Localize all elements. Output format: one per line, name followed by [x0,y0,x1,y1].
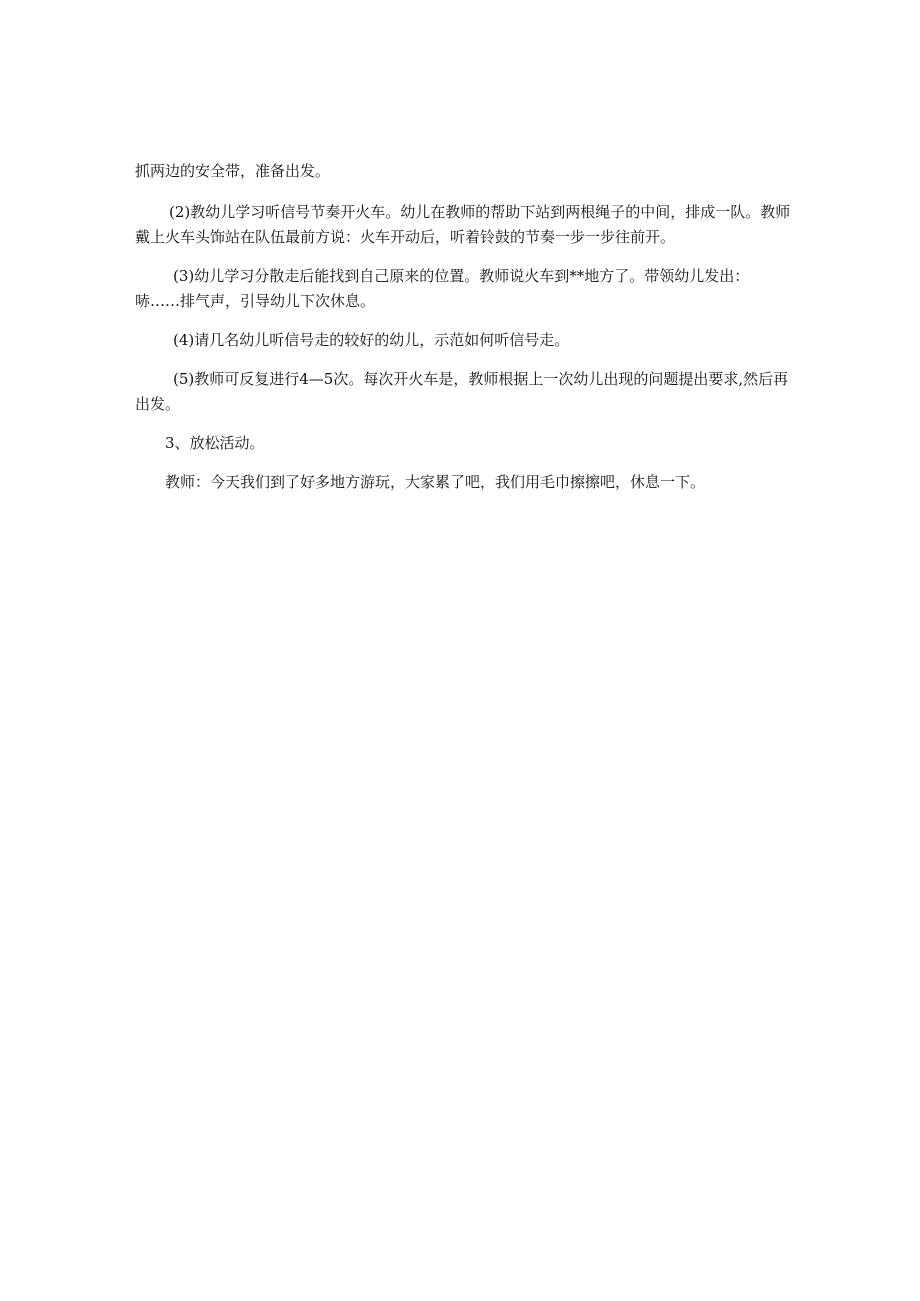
paragraph-step-3: (3)幼儿学习分散走后能找到自己原来的位置。教师说火车到**地方了。带领幼儿发出：哧……排气声，引导幼儿下次休息。 [135,267,750,310]
paragraph-teacher-closing: 教师：今天我们到了好多地方游玩，大家累了吧，我们用毛巾擦擦吧，休息一下。 [165,473,706,491]
section-heading-relax: 3、放松活动。 [165,434,265,452]
paragraph-continuation: 抓两边的安全带，准备出发。 [135,162,331,180]
document-body [135,159,791,495]
paragraph-step-4: (4)请几名幼儿听信号走的较好的幼儿，示范如何听信号走。 [173,331,570,349]
paragraph-step-2: (2)教幼儿学习听信号节奏开火车。幼儿在教师的帮助下站到两根绳子的中间，排成一队。教师戴上火车头饰站在队伍最前方说：火车开动后，听着铃鼓的节奏一步一步往前开。 [135,203,791,246]
paragraph-step-5: (5)教师可反复进行4—5次。每次开火车是，教师根据上一次幼儿出现的问题提出要求,然后再出发。 [135,370,789,413]
